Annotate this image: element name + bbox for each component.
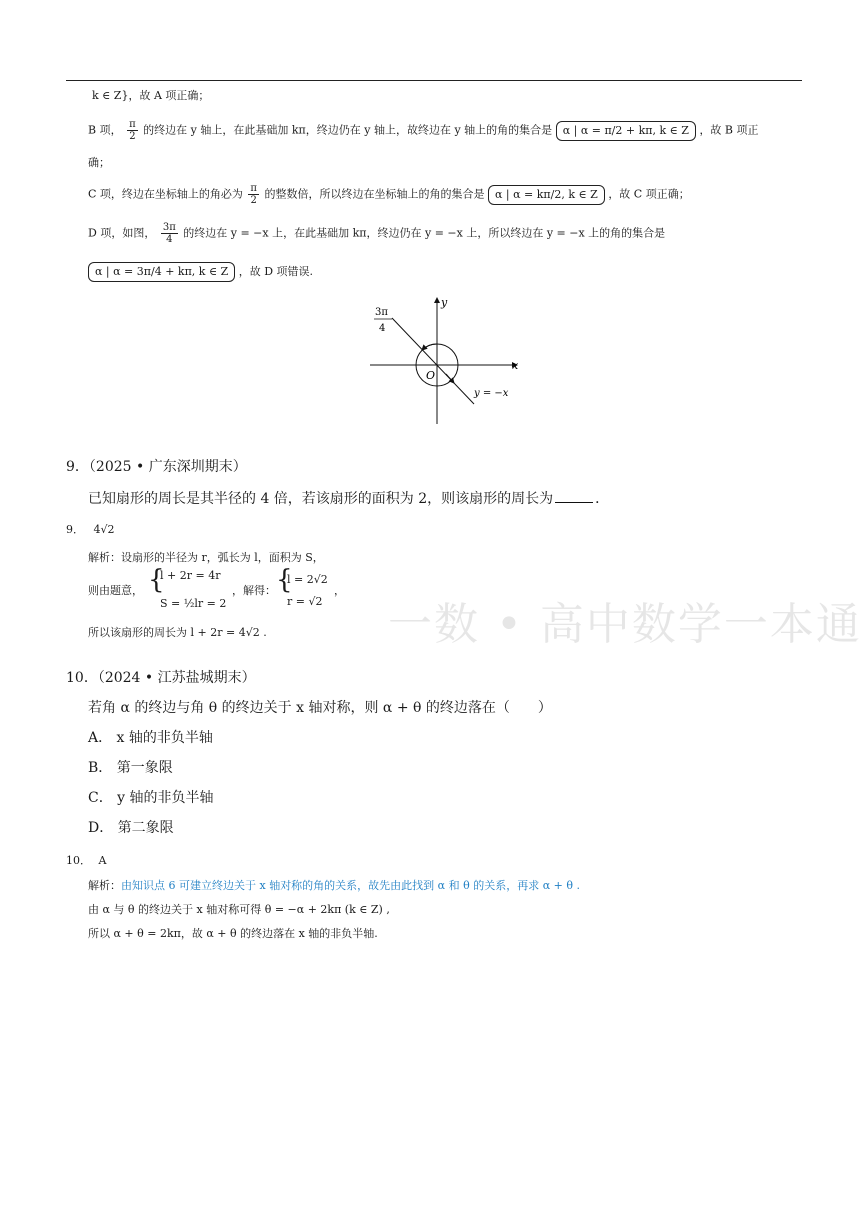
a9-line2-mid: ，解得： [232, 584, 276, 597]
a9-sys2-eq2: r = √2 [287, 595, 323, 608]
sol8-line6 [88, 262, 313, 282]
q10-header: 10．（2024 • 江苏盐城期末） [66, 670, 256, 686]
header-rule [66, 80, 802, 81]
a9-line2-end: ， [334, 584, 345, 597]
sol8-line1: k ∈ Z}，故 A 项正确； [92, 89, 210, 102]
a10-answer [66, 853, 106, 869]
q9-stem [88, 490, 609, 508]
a9-line1: 解析：设扇形的半径为 r，弧长为 l，面积为 S， [88, 551, 324, 564]
a10-label: 解析： [88, 879, 121, 892]
frac-den: 4 [166, 234, 173, 245]
set-y-axis: α | α = π/2 + kπ, k ∈ Z [556, 121, 696, 141]
a10-line3: 所以 α + θ = 2kπ，故 α + θ 的终边落在 x 轴的非负半轴. [88, 927, 378, 940]
a10-line2: 由 α 与 θ 的终边关于 x 轴对称可得 θ = −α + 2kπ (k ∈ Z) , [88, 903, 390, 916]
a9-line3: 所以该扇形的周长为 l + 2r = 4√2 . [88, 626, 267, 639]
sol8-l5-text: 的终边在 y = −x 上，在此基础加 kπ，终边仍在 y = −x 上，所以终边在 y = −x 上的角的集合是 [183, 226, 666, 240]
frac-den: 2 [250, 195, 257, 206]
fraction-pi-over-2 [127, 119, 138, 142]
a9-num: 9． [66, 523, 84, 536]
frac-num: π [129, 119, 136, 130]
q9-stem-text: 已知扇形的周长是其半径的 4 倍，若该扇形的面积为 2，则该扇形的周长为 [88, 491, 554, 507]
set-coordinate-axes: α | α = kπ/2, k ∈ Z [488, 185, 605, 205]
watermark: 一数 • 高中数学一本通 [388, 599, 862, 650]
a9-value: 4√2 [93, 523, 115, 536]
fraction-3pi-over-4 [161, 222, 178, 245]
a9-sys1-eq2: S = ½lr = 2 [160, 597, 227, 610]
sol8-l4-suffix: ，故 C 项正确； [608, 187, 690, 201]
sol8-l6-suffix: ，故 D 项错误. [238, 265, 314, 278]
angle-arc [422, 344, 437, 350]
q9-stem-end: ． [595, 491, 610, 507]
a9-sys2-eq1: l = 2√2 [287, 573, 328, 586]
frac-num: 3π [162, 222, 176, 233]
sol8-line3: 确； [88, 156, 110, 169]
a10-value: A [98, 854, 107, 867]
fraction-pi-over-2-b [248, 183, 259, 206]
frac-num: π [250, 183, 257, 194]
q10-stem: 若角 α 的终边与角 θ 的终边关于 x 轴对称，则 α + θ 的终边落在（ ） [88, 700, 552, 716]
sol8-line2 [88, 119, 759, 142]
angle-label-den: 4 [379, 323, 386, 334]
q10-option-b: B． 第一象限 [88, 760, 173, 776]
sol8-line4 [88, 183, 690, 206]
sol8-l4-prefix: C 项，终边在坐标轴上的角必为 [88, 187, 243, 201]
sol8-l2-text: 的终边在 y 轴上，在此基础加 kπ，终边仍在 y 轴上，故终边在 y 轴上的角的集合是 [143, 123, 553, 137]
y-axis-label: y [441, 296, 448, 309]
a10-hint: 由知识点 6 可建立终边关于 x 轴对称的角的关系，故先由此找到 α 和 θ 的关系，再求 α + θ . [121, 879, 580, 892]
line-label: y = −x [474, 388, 509, 399]
frac-den: 2 [129, 131, 136, 142]
unit-circle-figure [362, 292, 532, 427]
sol8-l5-prefix: D 项，如图， [88, 226, 156, 240]
system-brace-2: { [276, 565, 293, 595]
angle-label-num: 3π [375, 307, 388, 318]
a9-sys1-eq1: l + 2r = 4r [160, 569, 221, 582]
sol8-l4-text: 的整数倍，所以终边在坐标轴上的角的集合是 [264, 187, 485, 201]
system-brace-1: { [148, 565, 165, 595]
answer-blank [555, 502, 593, 503]
sol8-l2-suffix: ，故 B 项正 [699, 123, 759, 137]
a10-num: 10． [66, 854, 91, 867]
sol8-l2-prefix: B 项， [88, 123, 122, 137]
origin-label: O [426, 369, 436, 382]
a9-answer [66, 522, 115, 538]
x-axis-label: x [512, 359, 519, 372]
q10-option-d: D． 第二象限 [88, 820, 174, 836]
set-y-equals-neg-x: α | α = 3π/4 + kπ, k ∈ Z [88, 262, 235, 282]
q10-option-c: C． y 轴的非负半轴 [88, 790, 214, 806]
a10-line1 [88, 878, 580, 894]
q9-header: 9．（2025 • 广东深圳期末） [66, 459, 247, 475]
line-y-neg-x [392, 318, 474, 404]
a9-line2-prefix: 则由题意， [88, 584, 143, 597]
q10-option-a: A． x 轴的非负半轴 [88, 730, 213, 746]
sol8-line5 [88, 222, 665, 245]
